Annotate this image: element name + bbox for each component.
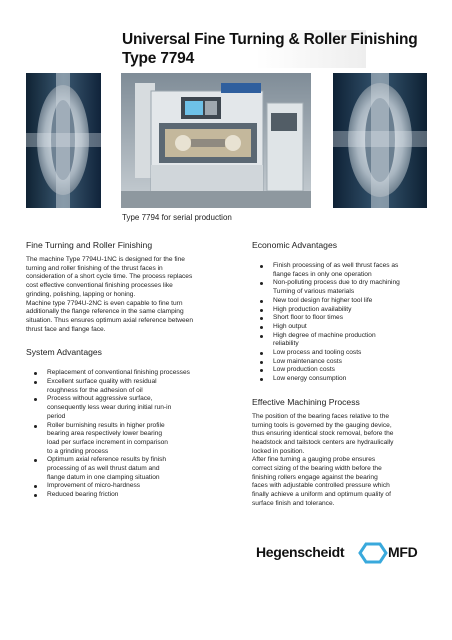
page-title bbox=[122, 30, 418, 68]
list-item: Low process and tooling costs bbox=[252, 349, 447, 358]
effective-machining-paragraph bbox=[252, 413, 447, 509]
photo-caption: Type 7794 for serial production bbox=[122, 213, 232, 222]
photo-roller-detail-left bbox=[26, 73, 101, 208]
text-line: grinding, polishing, lapping or honing. bbox=[26, 290, 136, 298]
title-line-1: Universal Fine Turning & Roller Finishing bbox=[122, 31, 418, 48]
text-line: turning tools is governed by the gauging device, bbox=[252, 421, 392, 429]
text-line: locked in position. bbox=[252, 447, 305, 455]
list-item: High output bbox=[252, 323, 447, 332]
text-line: correct sizing of the bearing width before the bbox=[252, 465, 382, 473]
company-logo bbox=[256, 542, 428, 564]
list-item: Improvement of micro-hardness bbox=[26, 482, 231, 491]
list-item: Low maintenance costs bbox=[252, 358, 447, 367]
fine-turning-paragraph bbox=[26, 256, 231, 334]
title-line-2: Type 7794 bbox=[122, 50, 195, 67]
list-item: Replacement of conventional finishing processes bbox=[26, 369, 231, 378]
text-line: consideration of a short cycle time. The process replaces bbox=[26, 273, 193, 281]
list-item: Finish processing of as well thrust faces as flange faces in only one operation bbox=[252, 262, 447, 279]
list-item: Short floor to floor times bbox=[252, 314, 447, 323]
effective-machining-heading: Effective Machining Process bbox=[252, 396, 360, 407]
photo-roller-detail-right bbox=[333, 73, 427, 208]
text-line: additionally the flange reference in the same clamping bbox=[26, 308, 184, 316]
text-line: thrust face and flange face. bbox=[26, 325, 106, 333]
system-advantages-heading: System Advantages bbox=[26, 347, 102, 358]
text-line: finishing rollers engage against the bearing bbox=[252, 473, 378, 481]
left-column bbox=[26, 240, 231, 500]
text-line: The position of the bearing faces relative to the bbox=[252, 412, 390, 420]
text-line: After fine turning a gauging probe ensures bbox=[252, 456, 376, 464]
list-item: Non-polluting process due to dry machining Turning of various materials bbox=[252, 279, 447, 296]
text-line: Machine type 7794U-2NC is even capable to fine turn bbox=[26, 299, 183, 307]
text-line: situation. Thus ensures optimum axial reference between bbox=[26, 316, 194, 324]
economic-advantages-heading: Economic Advantages bbox=[252, 240, 338, 250]
logo-text-hegenscheidt: Hegenscheidt bbox=[256, 544, 345, 560]
economic-advantages-list bbox=[252, 262, 447, 384]
list-item: High degree of machine production reliability bbox=[252, 332, 447, 349]
photo-machine bbox=[121, 73, 311, 208]
text-line: faces with adjustable controlled pressure which bbox=[252, 482, 390, 490]
list-item: Optimum axial reference results by finish processing of as well thrust datum and flange datum in one clamping situation bbox=[26, 456, 231, 482]
list-item: Low production costs bbox=[252, 366, 447, 375]
list-item: Excellent surface quality with residual roughness for the adhesion of oil bbox=[26, 378, 231, 395]
right-column bbox=[252, 240, 447, 509]
list-item: Process without aggressive surface, consequently less wear during initial run-in period bbox=[26, 395, 231, 421]
fine-turning-heading: Fine Turning and Roller Finishing bbox=[26, 240, 153, 250]
text-line: cost effective conventional finishing processes like bbox=[26, 282, 173, 290]
list-item: High production availability bbox=[252, 306, 447, 315]
logo-text-mfd: MFD bbox=[388, 544, 418, 560]
text-line: headstock and tailstock centers are hydraulically bbox=[252, 438, 394, 446]
list-item: Reduced bearing friction bbox=[26, 491, 231, 500]
text-line: thus ensuring identical stock removal, before the bbox=[252, 430, 394, 438]
text-line: turning and roller finishing of the thrust faces in bbox=[26, 264, 163, 272]
text-line: The machine Type 7794U-1NC is designed for the fine bbox=[26, 256, 185, 263]
logo-mark-icon bbox=[358, 542, 388, 564]
text-line: finally achieve a uniform and optimum quality of bbox=[252, 491, 391, 499]
list-item: New tool design for higher tool life bbox=[252, 297, 447, 306]
list-item: Roller burnishing results in higher profile bearing area respectively lower bearing load per surface increment in comparison to a grinding process bbox=[26, 422, 231, 457]
list-item: Low energy consumption bbox=[252, 375, 447, 384]
text-line: surface finish and tolerance. bbox=[252, 499, 335, 507]
system-advantages-list bbox=[26, 369, 231, 500]
